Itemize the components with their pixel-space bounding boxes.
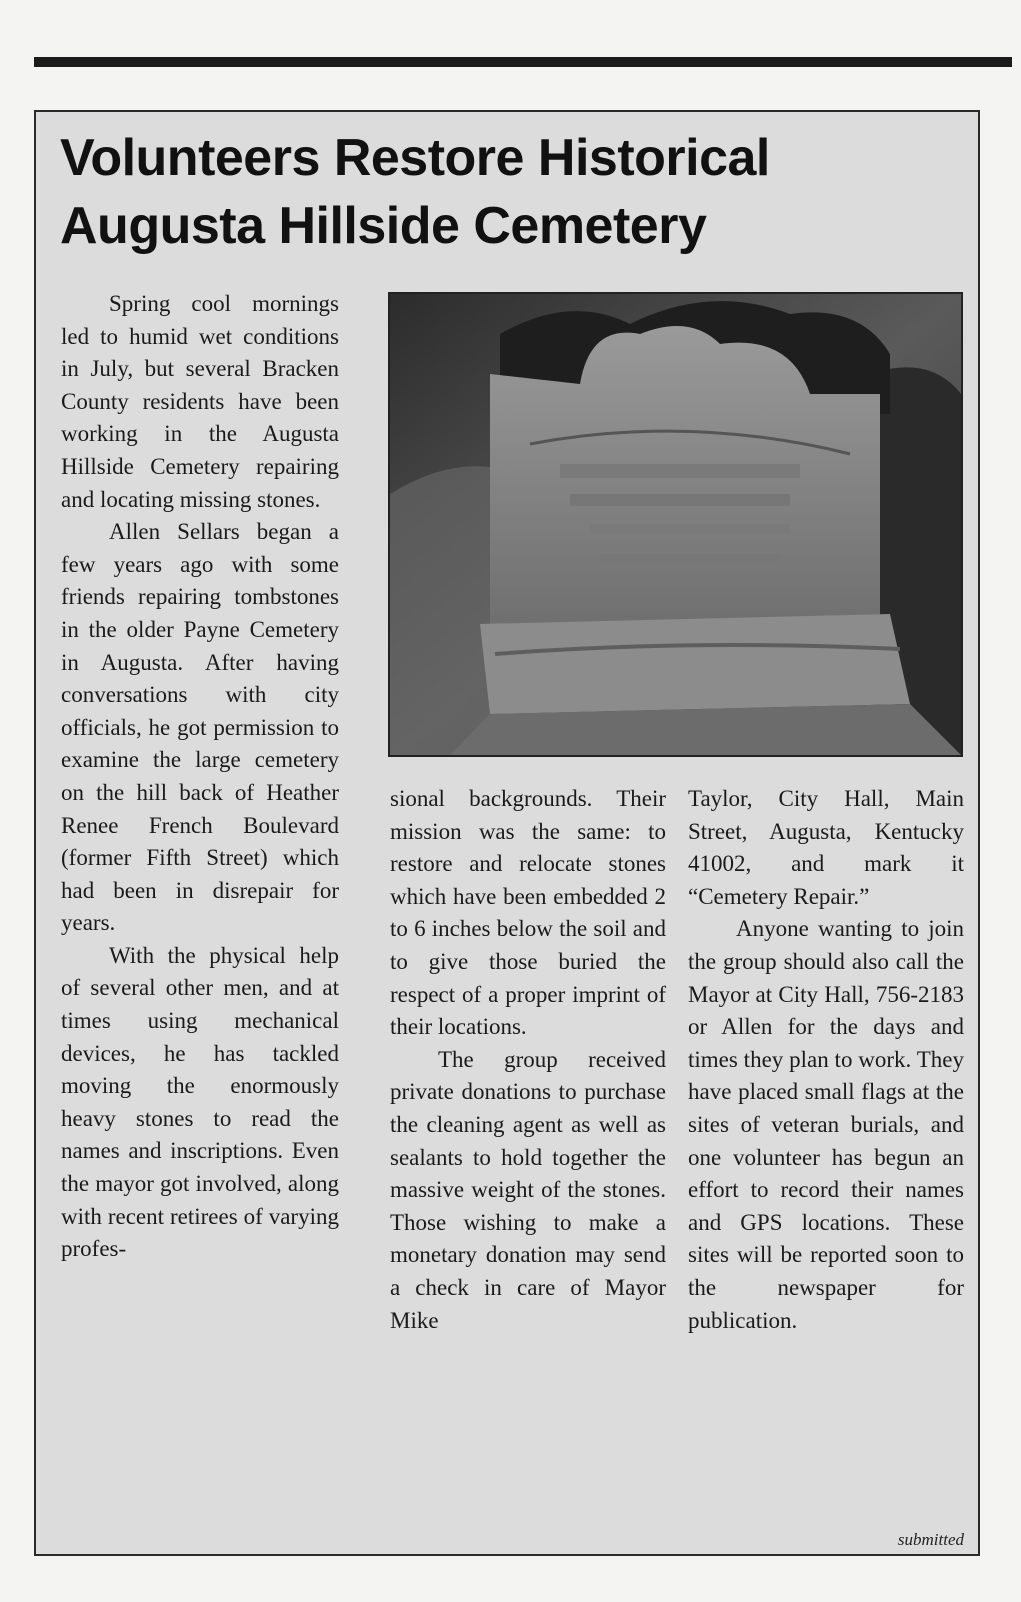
paragraph: Taylor, City Hall, Main Street, Augusta, Kentucky 41002, and mark it “Cemetery Repair.” <box>688 786 964 909</box>
tombstone-photo <box>388 292 963 757</box>
headline <box>60 124 960 260</box>
article-column-2 <box>390 783 666 1337</box>
paragraph: Allen Sellars began a few years ago with some friends repairing tombstones in the older Payne Cemetery in Augusta. After having conversations with city officials, he got permission to examine the large cemetery on the hill back of Heather Renee French Boulevard (former Fifth Street) which had been in disrepair for years. <box>61 519 339 936</box>
article-column-3 <box>688 783 964 1337</box>
paragraph: With the physical help of several other men, and at times using mechanical devices, he has tackled moving the enormously heavy stones to read the names and inscriptions. Even the mayor got involved, along with recent retirees of varying profes- <box>61 942 339 1262</box>
news-article <box>34 110 980 1556</box>
paragraph: Spring cool mornings led to humid wet conditions in July, but several Bracken County residents have been working in the Augusta Hillside Cemetery repairing and locating missing stones. <box>61 291 339 512</box>
paragraph: sional backgrounds. Their mission was the same: to restore and relocate stones which have been embedded 2 to 6 inches below the soil and to give those buried the respect of a proper imprint of their locations. <box>390 786 666 1040</box>
paragraph: Anyone wanting to join the group should also call the Mayor at City Hall, 756-2183 or Allen for the days and times they plan to work. They have placed small flags at the sites of veteran burials, and one volunteer has begun an effort to record their names and GPS locations. These sites will be reported soon to the newspaper for publication. <box>688 916 964 1333</box>
paragraph: The group received private donations to purchase the cleaning agent as well as sealants to hold together the massive weight of the stones. Those wishing to make a monetary donation may send a check in care of Mayor Mike <box>390 1046 666 1333</box>
headline-line-2: Augusta Hillside Cemetery <box>60 197 707 255</box>
top-rule <box>34 57 1012 67</box>
article-column-1 <box>61 288 339 1266</box>
photo-credit: submitted <box>897 1530 964 1549</box>
tombstone-photo-icon <box>390 294 961 755</box>
headline-line-1: Volunteers Restore Historical <box>60 129 770 187</box>
